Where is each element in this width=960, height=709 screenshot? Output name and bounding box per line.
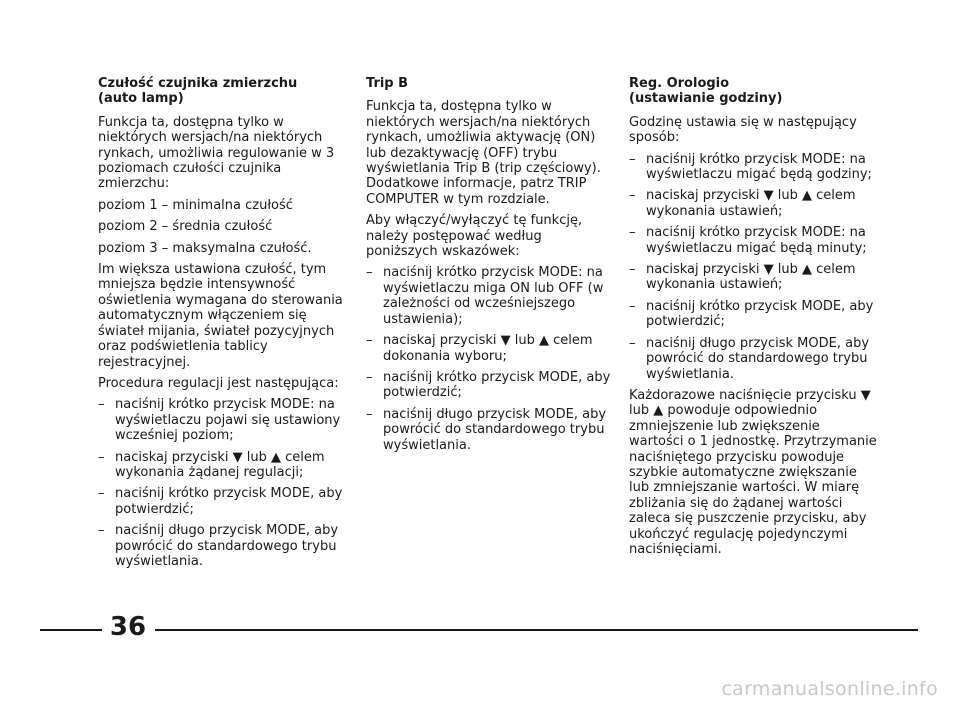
column-clock-setting [629,76,877,563]
list-item: – naciśnij krótko przycisk MODE: na wyświetlaczu migać będą minuty; [629,225,867,256]
list-item-text: naciskaj przyciski ▼ lub ▲ celem wykonania ustawień; [646,188,856,219]
paragraph: Im większa ustawiona czułość, tym mniejsza będzie intensywność oświetlenia wymagana do sterowania automatycznym włączeniem się świateł mijania, świateł pozycyjnych oraz podświetlenia tablicy rejestracyjnej. [98,262,343,370]
footer-rule-right [155,629,918,631]
level-1-text: poziom 1 – minimalna czułość [98,197,293,213]
paragraph: Każdorazowe naciśnięcie przycisku ▼ lub ▲ powoduje odpowiednio zmniejszenie lub zwiększenie wartości o 1 jednostkę. Przytrzymanie naciśniętego przycisku powoduje szybkie automatyczne zwiększanie lub zmniejszanie wartości. W miarę zbliżania się do żądanej wartości zaleca się puszczenie przycisku, aby ukończyć regulację pojedynczymi naciśnięciami. [629,387,877,557]
list-item: – naciśnij krótko przycisk MODE, aby potwierdzić; [98,486,343,517]
list-item: – naciśnij krótko przycisk MODE: na wyświetlaczu miga ON lub OFF (w zależności od wcześniejszego ustawienia); [366,265,604,327]
list-item-text: naciskaj przyciski ▼ lub ▲ celem wykonania żądanej regulacji; [115,449,325,480]
list-item-text: naciśnij krótko przycisk MODE, aby potwierdzić; [115,486,343,517]
list-item: – naciskaj przyciski ▼ lub ▲ celem wykonania żądanej regulacji; [98,449,325,480]
paragraph: Aby włączyć/wyłączyć tę funkcję, należy postępować według poniższych wskazówek: [366,213,583,260]
list-item-text: naciskaj przyciski ▼ lub ▲ celem dokonania wyboru; [383,333,593,364]
paragraph: Godzinę ustawia się w następujący sposób: [629,114,857,146]
paragraph: Funkcja ta, dostępna tylko w niektórych wersjach/na niektórych rynkach, umożliwia aktywację (ON) lub dezaktywację (OFF) trybu wyświetlania Trip B (trip częściowy). Dodatkowe informacje, patrz TRIP COMPUTER w tym rozdziale. [366,99,601,207]
list-item-text: naciśnij krótko przycisk MODE: na wyświetlaczu migać będą godziny; [646,151,872,183]
list-item: – naciśnij długo przycisk MODE, aby powrócić do standardowego trybu wyświetlania. [629,335,870,382]
list-item-text: naciśnij krótko przycisk MODE, aby potwierdzić; [646,298,874,330]
list-item: – naciśnij krótko przycisk MODE, aby potwierdzić; [629,298,874,330]
list-item-text: naciskaj przyciski ▼ lub ▲ celem wykonania ustawień; [646,262,856,293]
level-2-text: poziom 2 – średnia czułość [98,219,273,235]
list-item-text: naciśnij krótko przycisk MODE: na wyświetlaczu miga ON lub OFF (w zależności od wcześniejszego ustawienia); [383,265,604,327]
list-item-text: naciśnij długo przycisk MODE, aby powrócić do standardowego trybu wyświetlania. [115,523,339,569]
list-item: – naciskaj przyciski ▼ lub ▲ celem dokonania wyboru; [366,333,593,364]
footer-rule-left [40,629,102,631]
list-item-text: naciśnij krótko przycisk MODE, aby potwierdzić; [383,369,611,401]
column-trip-b [366,76,612,459]
list-item: – naciśnij długo przycisk MODE, aby powrócić do standardowego trybu wyświetlania. [98,523,339,569]
list-item: – naciśnij długo przycisk MODE, aby powrócić do standardowego trybu wyświetlania. [366,406,607,453]
paragraph: Funkcja ta, dostępna tylko w niektórych wersjach/na niektórych rynkach, umożliwia regulowanie w 3 poziomach czułości czujnika zmierzchu: [98,114,335,192]
level-3-text: poziom 3 – maksymalna czułość. [98,240,312,256]
section-heading-clock: Reg. Orologio (ustawianie godziny) [629,76,783,107]
list-item: – naciśnij krótko przycisk MODE: na wyświetlaczu pojawi się ustawiony wcześniej poziom; [98,397,341,444]
page-number: 36 [109,612,147,642]
list-item: – naciśnij krótko przycisk MODE, aby potwierdzić; [366,369,611,401]
list-item-text: naciśnij krótko przycisk MODE: na wyświetlaczu migać będą minuty; [646,225,867,256]
section-heading-auto-lamp: Czułość czujnika zmierzchu (auto lamp) [98,76,298,107]
list-item: – naciśnij krótko przycisk MODE: na wyświetlaczu migać będą godziny; [629,151,872,183]
list-item: – naciskaj przyciski ▼ lub ▲ celem wykonania ustawień; [629,262,856,293]
list-item-text: naciśnij krótko przycisk MODE: na wyświetlaczu pojawi się ustawiony wcześniej poziom; [115,397,341,444]
list-item-text: naciśnij długo przycisk MODE, aby powrócić do standardowego trybu wyświetlania. [646,335,870,382]
list-item-text: naciśnij długo przycisk MODE, aby powrócić do standardowego trybu wyświetlania. [383,406,607,453]
paragraph: Procedura regulacji jest następująca: [98,375,339,391]
list-item: – naciskaj przyciski ▼ lub ▲ celem wykonania ustawień; [629,188,856,219]
section-heading-trip-b: Trip B [366,76,409,91]
column-auto-lamp [98,76,346,575]
watermark: carmanualsonline.info [721,678,938,700]
